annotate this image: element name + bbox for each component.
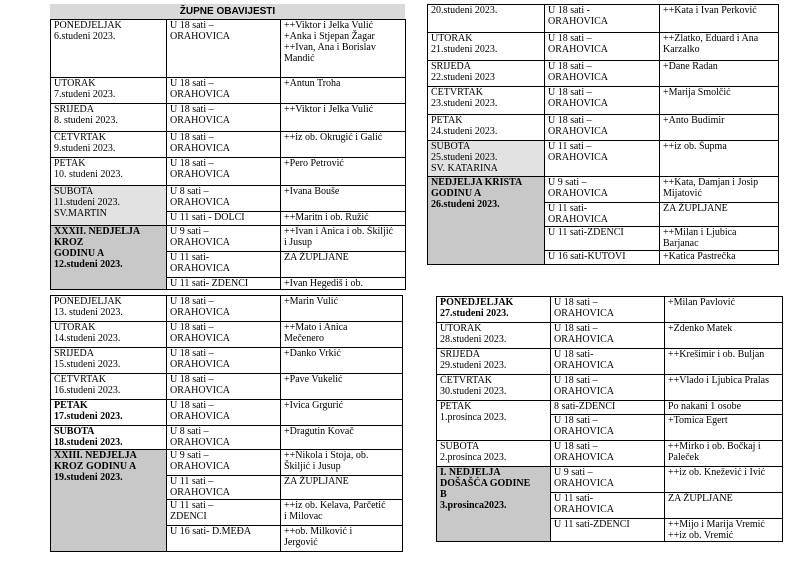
intention-cell: +Zdenko Matek [665,323,783,349]
table-row [51,186,406,212]
table-row [51,158,406,186]
day-cell: XXIII. NEDJELJA KROZ GODINU A 19.studeni 2023. [51,450,167,552]
block-week-3 [427,4,779,265]
table-row [51,348,403,374]
table-row [51,296,403,322]
table-row [51,450,403,476]
intention-cell: +Pero Petrović [281,158,406,186]
day-cell: SRIJEDA 8. studeni 2023. [51,104,167,132]
mass-time-cell: 8 sati-ZDENCI [551,401,665,415]
mass-time-cell: U 18 sati – ORAHOVICA [545,33,660,61]
intention-cell: +Ivan Hegediš i ob. [281,278,406,290]
intention-cell: ZA ŽUPLJANE [281,252,406,278]
mass-time-cell: U 18 sati – ORAHOVICA [551,441,665,467]
mass-time-cell: U 18 sati – ORAHOVICA [167,104,281,132]
day-cell: UTORAK 21.studeni 2023. [428,33,545,61]
mass-time-cell: U 11 sati - DOLCI [167,212,281,226]
mass-time-cell: U 11 sati- ORAHOVICA [551,493,665,519]
table-row [51,400,403,426]
intention-cell: ++Ivan i Anica i ob. Škiljić i Jusup [281,226,406,252]
day-cell: UTORAK 7.studeni 2023. [51,78,167,104]
table-row [51,78,406,104]
mass-time-cell: U 18 sati – ORAHOVICA [545,115,660,141]
schedule-table-27-3 [436,296,783,542]
intention-cell: ++Viktor i Jelka Vulić +Anka i Stjepan Žagar ++Ivan, Ana i Borislav Mandić [281,20,406,78]
intention-cell: Po nakani 1 osobe [665,401,783,415]
intention-cell: ++Viktor i Jelka Vulić [281,104,406,132]
intention-cell: +Dragutin Kovač [281,426,403,450]
intention-cell: ++Mato i Anica Mečenero [281,322,403,348]
mass-time-cell: U 9 sati – ORAHOVICA [551,467,665,493]
table-row [51,226,406,252]
intention-cell: +Ivica Grgurić [281,400,403,426]
intention-cell: +Danko Vrkić [281,348,403,374]
mass-time-cell: U 11 sati-ZDENCI [551,519,665,542]
day-cell: PETAK 17.studeni 2023. [51,400,167,426]
day-cell: SRIJEDA 29.studeni 2023. [437,349,551,375]
mass-time-cell: U 18 sati – ORAHOVICA [167,400,281,426]
intention-cell: +Anto Budimir [660,115,779,141]
table-row [51,322,403,348]
intention-cell: ZA ŽUPLJANE [660,203,779,227]
intention-cell: ++Mijo i Marija Vremić ++iz ob. Vremić [665,519,783,542]
day-cell: PETAK 24.studeni 2023. [428,115,545,141]
day-cell: PETAK 10. studeni 2023. [51,158,167,186]
intention-cell: +Dane Radan [660,61,779,87]
mass-time-cell: U 9 sati – ORAHOVICA [545,177,660,203]
table-row [428,61,779,87]
mass-time-cell: U 11 sati – ORAHOVICA [167,476,281,500]
table-row [437,441,783,467]
schedule-table-6-12 [50,19,406,290]
mass-time-cell: U 18 sati – ORAHOVICA [551,297,665,323]
intention-cell: ZA ŽUPLJANE [281,476,403,500]
mass-time-cell: U 18 sati – ORAHOVICA [167,20,281,78]
intention-cell: +Marin Vulić [281,296,403,322]
mass-time-cell: U 11 sati- ZDENCI [167,278,281,290]
intention-cell: ++Maritn i ob. Ružić [281,212,406,226]
intention-cell: ZA ŽUPLJANE [665,493,783,519]
mass-time-cell: U 18 sati – ORAHOVICA [167,296,281,322]
table-row [51,20,406,78]
mass-time-cell: U 18 sati – ORAHOVICA [167,78,281,104]
day-cell: PETAK 1.prosinca 2023. [437,401,551,441]
table-row [51,426,403,450]
intention-cell: ++Mirko i ob. Bočkaj i Paleček [665,441,783,467]
day-cell: SUBOTA 18.studeni 2023. [51,426,167,450]
table-row [51,104,406,132]
table-row [51,374,403,400]
intention-cell: ++Kata i Ivan Perković [660,5,779,33]
intention-cell: ++Vlado i Ljubica Pralas [665,375,783,401]
intention-cell: +Pave Vukelić [281,374,403,400]
table-row [428,177,779,203]
intention-cell: ++Nikola i Stoja, ob. Škiljić i Jusup [281,450,403,476]
table-row [437,349,783,375]
intention-cell: ++iz ob. Šupma [660,141,779,177]
day-cell: PONEDJELJAK 13. studeni 2023. [51,296,167,322]
day-cell: UTORAK 14.studeni 2023. [51,322,167,348]
mass-time-cell: U 18 sati – ORAHOVICA [551,323,665,349]
mass-time-cell: U 18 sati- ORAHOVICA [551,349,665,375]
intention-cell: +Ivana Bouše [281,186,406,212]
mass-time-cell: U 11 sati- ORAHOVICA [545,203,660,227]
intention-cell: ++Milan i Ljubica Barjanac [660,227,779,251]
block-week-4 [436,296,783,542]
intention-cell: +Milan Pavlović [665,297,783,323]
day-cell: SUBOTA 25.studeni 2023. SV. KATARINA [428,141,545,177]
day-cell: SUBOTA 11.studeni 2023. SV.MARTIN [51,186,167,226]
day-cell: ČETVRTAK 30.studeni 2023. [437,375,551,401]
table-row [437,323,783,349]
mass-time-cell: U 18 sati – ORAHOVICA [167,322,281,348]
intention-cell: ++Kata, Damjan i Josip Mijatović [660,177,779,203]
table-row [437,467,783,493]
schedule-table-20-26 [427,4,779,265]
mass-time-cell: U 18 sati – ORAHOVICA [551,375,665,401]
table-row [51,132,406,158]
day-cell: NEDJELJA KRISTA GODINU A 26.studeni 2023. [428,177,545,265]
block-week-1 [50,4,406,290]
day-cell: XXXII. NEDJELJA KROZ GODINU A 12.studeni 2023. [51,226,167,290]
day-cell: 20.studeni 2023. [428,5,545,33]
table-row [428,5,779,33]
mass-time-cell: U 18 sati – ORAHOVICA [167,132,281,158]
mass-time-cell: U 18 sati – ORAHOVICA [551,415,665,441]
day-cell: ČETVRTAK 23.studeni 2023. [428,87,545,115]
intention-cell: +Marija Smolčić [660,87,779,115]
mass-time-cell: U 11 sati – ZDENCI [167,500,281,526]
mass-time-cell: U 11 sati-ZDENCI [545,227,660,251]
day-cell: SUBOTA 2.prosinca 2023. [437,441,551,467]
table-row [437,297,783,323]
table-row [428,33,779,61]
mass-time-cell: U 11 sati- ORAHOVICA [167,252,281,278]
intention-cell: ++iz ob. Okrugić i Galić [281,132,406,158]
mass-time-cell: U 16 sati-KUTOVI [545,251,660,265]
mass-time-cell: U 18 sati - ORAHOVICA [545,5,660,33]
mass-time-cell: U 8 sati – ORAHOVICA [167,426,281,450]
intention-cell: +Tomica Egert [665,415,783,441]
day-cell: SRIJEDA 15.studeni 2023. [51,348,167,374]
mass-time-cell: U 8 sati – ORAHOVICA [167,186,281,212]
intention-cell: ++Krešimir i ob. Buljan [665,349,783,375]
mass-time-cell: U 9 sati – ORAHOVICA [167,450,281,476]
day-cell: ČETVRTAK 9.studeni 2023. [51,132,167,158]
mass-time-cell: U 18 sati – ORAHOVICA [167,348,281,374]
mass-time-cell: U 18 sati – ORAHOVICA [545,87,660,115]
table-row [437,375,783,401]
day-cell: ČETVRTAK 16.studeni 2023. [51,374,167,400]
intention-cell: ++ob. Milković i Jergović [281,526,403,552]
table-row [428,115,779,141]
table-row [428,141,779,177]
table-row [437,401,783,415]
block-week-2 [50,295,403,552]
day-cell: UTORAK 28.studeni 2023. [437,323,551,349]
mass-time-cell: U 18 sati – ORAHOVICA [167,158,281,186]
day-cell: SRIJEDA 22.studeni 2023 [428,61,545,87]
day-cell: PONEDJELJAK 6.studeni 2023. [51,20,167,78]
day-cell: I. NEDJELJA DOŠAŠĆA GODINE B 3.prosinca2023. [437,467,551,542]
intention-cell: ++Zlatko, Eduard i Ana Karzalko [660,33,779,61]
intention-cell: +Katica Pastrečka [660,251,779,265]
intention-cell: +Antun Troha [281,78,406,104]
mass-time-cell: U 16 sati- D.MEĐA [167,526,281,552]
page-title: ŽUPNE OBAVIJESTI [50,4,405,19]
mass-time-cell: U 11 sati – ORAHOVICA [545,141,660,177]
schedule-table-13-19 [50,295,403,552]
mass-time-cell: U 18 sati – ORAHOVICA [545,61,660,87]
intention-cell: ++iz ob. Kelava, Parčetić i Milovac [281,500,403,526]
mass-time-cell: U 9 sati – ORAHOVICA [167,226,281,252]
mass-time-cell: U 18 sati – ORAHOVICA [167,374,281,400]
intention-cell: ++iz ob. Knežević i Ivić [665,467,783,493]
table-row [428,87,779,115]
day-cell: PONEDJELJAK 27.studeni 2023. [437,297,551,323]
